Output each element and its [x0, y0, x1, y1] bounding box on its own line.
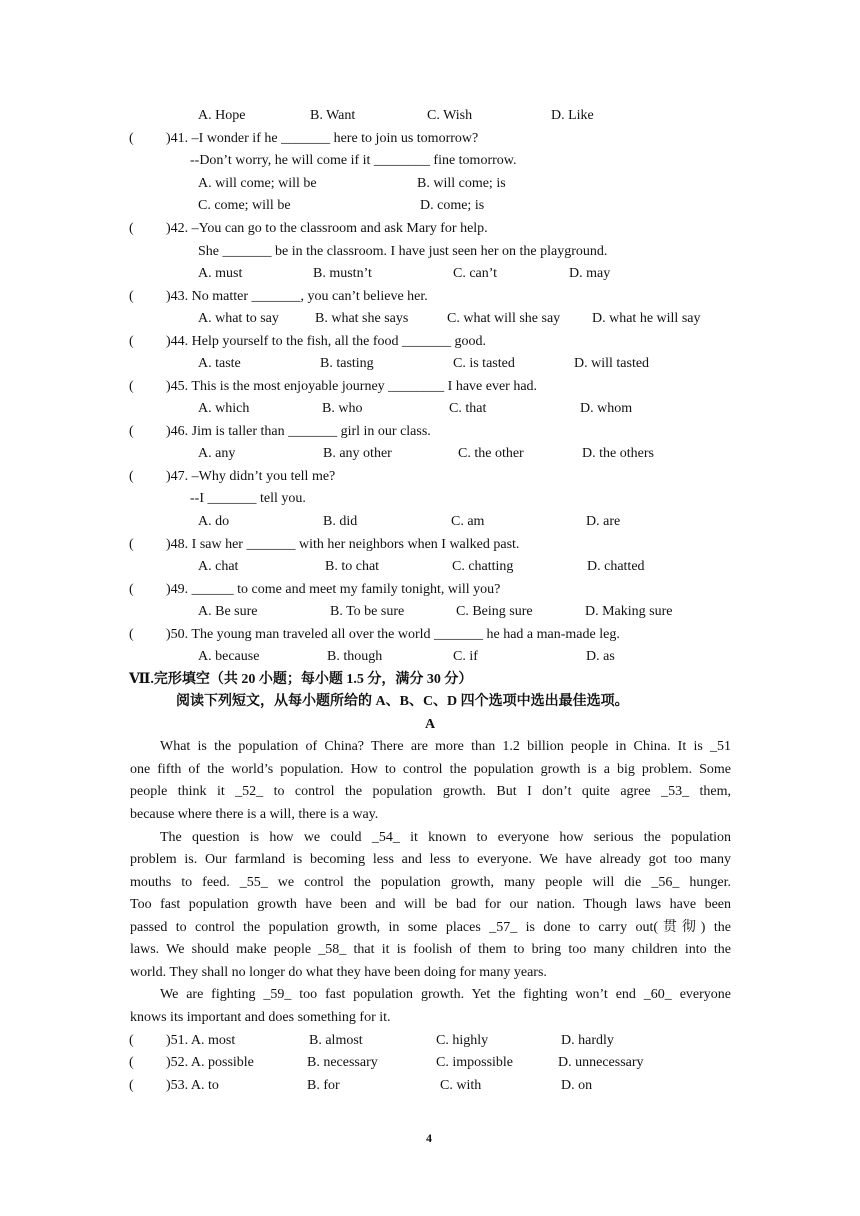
answer-paren: ( — [129, 582, 134, 597]
answer-paren: ( — [129, 379, 134, 394]
option: C. if — [453, 649, 478, 664]
option: C. that — [449, 401, 487, 416]
option: A. chat — [198, 559, 239, 574]
option: C. can’t — [453, 266, 498, 281]
option: A. will come; will be — [198, 176, 317, 191]
answer-paren: ( — [129, 537, 134, 552]
option: D. will tasted — [574, 356, 650, 371]
option: D. the others — [582, 446, 654, 461]
section-heading: Ⅶ.完形填空（共 20 小题；每小题 1.5 分，满分 30 分） — [129, 672, 473, 687]
option: D. hardly — [561, 1033, 614, 1048]
passage-line: laws. We should make people _58_ that it is foolish of them to bring too many children into the — [130, 942, 731, 957]
option: A. do — [198, 514, 230, 529]
option: C. highly — [436, 1033, 489, 1048]
passage-line: The question is how we could _54_ it known to everyone how serious the population — [160, 830, 731, 845]
passage-line: problem is. Our farmland is becoming less and less to everyone. We have already got too many — [130, 852, 731, 867]
answer-paren: ( — [129, 424, 134, 439]
answer-paren: ( — [129, 1033, 134, 1048]
option: A. taste — [198, 356, 241, 371]
answer-paren: ( — [129, 1078, 134, 1093]
question-stem: )48. I saw her _______ with her neighbors when I walked past. — [166, 537, 520, 552]
option: C. Wish — [427, 108, 473, 123]
option: C. with — [440, 1078, 482, 1093]
option: D. chatted — [587, 559, 645, 574]
option: B. almost — [309, 1033, 363, 1048]
question-stem: )44. Help yourself to the fish, all the food _______ good. — [166, 334, 487, 349]
question-stem: )49. ______ to come and meet my family tonight, will you? — [166, 582, 501, 597]
option: B. Want — [310, 108, 356, 123]
option: A. must — [198, 266, 243, 281]
option: A. which — [198, 401, 250, 416]
passage-line: We are fighting _59_ too fast population growth. Yet the fighting won’t end _60_ everyone — [160, 987, 731, 1002]
option: B. what she says — [315, 311, 409, 326]
option: C. impossible — [436, 1055, 514, 1070]
question-stem: )50. The young man traveled all over the world _______ he had a man-made leg. — [166, 627, 620, 642]
option: A. Hope — [198, 108, 246, 123]
question-stem-line2: She _______ be in the classroom. I have just seen her on the playground. — [198, 244, 608, 259]
passage-line: passed to control the population growth, in some places _57_ is done to carry out(贯彻) the — [130, 920, 731, 935]
option: B. though — [327, 649, 383, 664]
option: D. as — [586, 649, 615, 664]
option: B. who — [322, 401, 363, 416]
answer-first-option: )52. A. possible — [166, 1055, 254, 1070]
passage-line: one fifth of the world’s population. How to control the population growth is a big problem. Some — [130, 762, 731, 777]
passage-line: because where there is a will, there is a way. — [130, 807, 379, 822]
option: D. whom — [580, 401, 633, 416]
option: B. tasting — [320, 356, 374, 371]
passage-line: people think it _52_ to control the population growth. But I don’t quite agree _53_ them, — [130, 784, 731, 799]
answer-paren: ( — [129, 131, 134, 146]
section-instruction: 阅读下列短文，从每小题所给的 A、B、C、D 四个选项中选出最佳选项。 — [176, 694, 629, 709]
answer-paren: ( — [129, 627, 134, 642]
option: C. come; will be — [198, 198, 291, 213]
question-stem: )47. –Why didn’t you tell me? — [166, 469, 336, 484]
option: B. any other — [323, 446, 392, 461]
option: C. what will she say — [447, 311, 561, 326]
option: B. mustn’t — [313, 266, 372, 281]
page-number: 4 — [426, 1131, 432, 1145]
option: B. for — [307, 1078, 340, 1093]
option: C. am — [451, 514, 485, 529]
option: C. the other — [458, 446, 524, 461]
option: D. Making sure — [585, 604, 673, 619]
option: C. is tasted — [453, 356, 515, 371]
question-stem-line2: --I _______ tell you. — [190, 491, 306, 506]
passage-line: What is the population of China? There are more than 1.2 billion people in China. It is _51 — [160, 739, 731, 754]
passage-line: Too fast population growth have been and will be bad for our nation. Though laws have been — [130, 897, 731, 912]
passage-label: A — [425, 717, 436, 732]
question-stem: )42. –You can go to the classroom and ask Mary for help. — [166, 221, 488, 236]
question-stem: )43. No matter _______, you can’t believe her. — [166, 289, 428, 304]
answer-paren: ( — [129, 334, 134, 349]
option: D. what he will say — [592, 311, 701, 326]
passage-line: world. They shall no longer do what they have been doing for many years. — [130, 965, 547, 980]
option: A. because — [198, 649, 260, 664]
option: A. any — [198, 446, 236, 461]
option: D. unnecessary — [558, 1055, 644, 1070]
option: A. Be sure — [198, 604, 258, 619]
question-stem: )41. –I wonder if he _______ here to join us tomorrow? — [166, 131, 479, 146]
passage-line: mouths to feed. _55_ we control the population growth, many people will die _56_ hunger. — [130, 875, 731, 890]
option: D. may — [569, 266, 611, 281]
option: B. To be sure — [330, 604, 405, 619]
answer-first-option: )53. A. to — [166, 1078, 219, 1093]
answer-first-option: )51. A. most — [166, 1033, 236, 1048]
option: B. to chat — [325, 559, 380, 574]
option: B. did — [323, 514, 358, 529]
option: D. Like — [551, 108, 594, 123]
answer-paren: ( — [129, 469, 134, 484]
option: A. what to say — [198, 311, 279, 326]
option: D. are — [586, 514, 621, 529]
option: C. chatting — [452, 559, 514, 574]
answer-paren: ( — [129, 289, 134, 304]
answer-paren: ( — [129, 221, 134, 236]
answer-paren: ( — [129, 1055, 134, 1070]
option: D. come; is — [420, 198, 485, 213]
option: B. will come; is — [417, 176, 506, 191]
option: B. necessary — [307, 1055, 378, 1070]
option: C. Being sure — [456, 604, 533, 619]
option: D. on — [561, 1078, 593, 1093]
question-stem: )45. This is the most enjoyable journey ________ I have ever had. — [166, 379, 538, 394]
passage-line: knows its important and does something for it. — [130, 1010, 391, 1025]
question-stem-line2: --Don’t worry, he will come if it ________ fine tomorrow. — [190, 153, 517, 168]
question-stem: )46. Jim is taller than _______ girl in our class. — [166, 424, 431, 439]
